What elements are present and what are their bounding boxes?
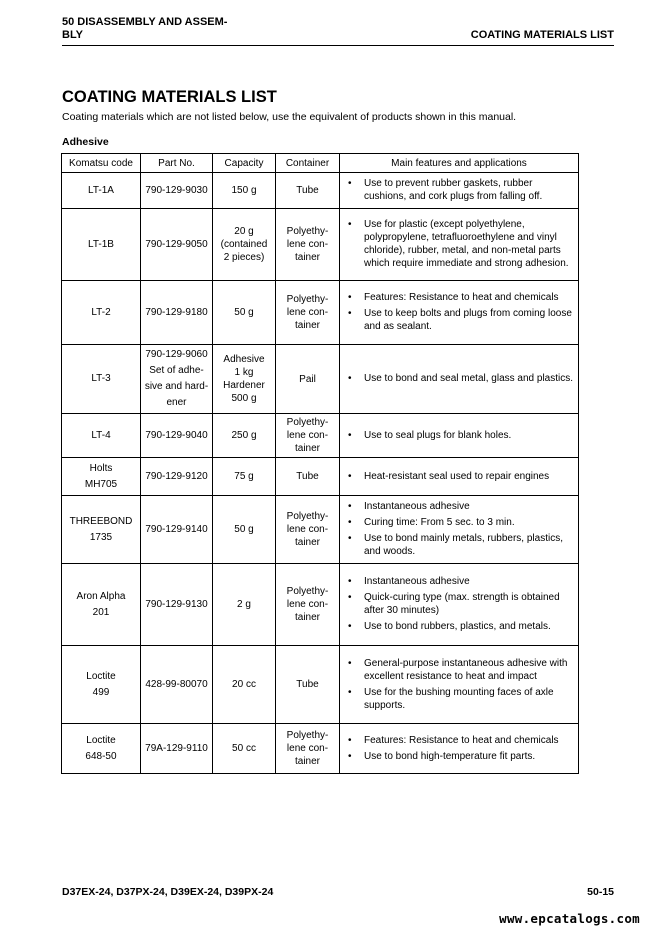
container-cell-line: tainer	[294, 443, 320, 454]
capacity-cell-line: 2 pieces)	[223, 252, 265, 263]
features-list	[343, 218, 575, 270]
container-cell-line: Polyethy-	[286, 730, 329, 741]
table-row	[62, 281, 579, 345]
part-number-cell-line: 790-129-9120	[145, 470, 208, 482]
capacity-cell-line: Adhesive	[223, 354, 265, 365]
column-header-code: Komatsu code	[62, 154, 141, 173]
part-number-cell	[141, 646, 213, 724]
container-cell-line: Tube	[296, 185, 319, 196]
container-cell-line: lene con-	[286, 599, 329, 610]
column-header-part: Part No.	[141, 154, 213, 173]
part-number-cell-line: 790-129-9180	[145, 306, 208, 318]
part-number-cell-line: 790-129-9060	[145, 349, 208, 360]
part-number-cell-line: 79A-129-9110	[145, 742, 208, 754]
container-cell	[276, 281, 340, 345]
table-row	[62, 724, 579, 774]
container-cell-line: Pail	[299, 373, 316, 385]
column-header-capacity: Capacity	[213, 154, 276, 173]
table-body	[62, 173, 579, 774]
section-title-adhesive: Adhesive	[62, 136, 109, 148]
komatsu-code-cell-line: 1735	[89, 531, 113, 543]
capacity-cell-line: 50 g	[234, 307, 254, 318]
part-number-cell	[141, 496, 213, 564]
page-title: COATING MATERIALS LIST	[62, 88, 277, 106]
container-cell-line: tainer	[294, 252, 320, 263]
komatsu-code-cell-line: LT-3	[91, 373, 111, 384]
komatsu-code-cell	[62, 173, 141, 209]
capacity-cell	[213, 345, 276, 414]
features-cell	[340, 724, 579, 774]
container-cell-line: lene con-	[286, 430, 329, 441]
table-header-row	[62, 154, 579, 173]
komatsu-code-cell	[62, 209, 141, 281]
container-cell-line: Polyethy-	[286, 586, 329, 597]
capacity-cell	[213, 724, 276, 774]
container-cell-line: Polyethy-	[286, 417, 329, 428]
capacity-cell-line: Hardener	[223, 380, 265, 391]
feature-item: • General-purpose instantaneous adhesive with excellent resistance to heat and impact	[343, 657, 575, 683]
container-cell	[276, 496, 340, 564]
table-row	[62, 496, 579, 564]
feature-item: • Use to bond rubbers, plastics, and metals.	[343, 620, 575, 633]
capacity-cell	[213, 458, 276, 496]
part-number-cell	[141, 281, 213, 345]
feature-item: • Use for the bushing mounting faces of axle supports.	[343, 686, 575, 712]
capacity-cell-line: 75 g	[234, 471, 254, 482]
feature-item: • Features: Resistance to heat and chemicals	[343, 734, 575, 747]
watermark: www.epcatalogs.com	[499, 911, 640, 926]
capacity-cell-line: 50 cc	[232, 743, 256, 754]
header-section-title	[62, 16, 242, 42]
table-row	[62, 414, 579, 458]
capacity-cell	[213, 496, 276, 564]
part-number-cell	[141, 564, 213, 646]
komatsu-code-cell	[62, 724, 141, 774]
komatsu-code-cell	[62, 646, 141, 724]
part-number-cell-line: 790-129-9130	[145, 598, 208, 610]
header-section-line1: 50 DISASSEMBLY AND ASSEM-	[62, 16, 228, 28]
capacity-cell-line: 1 kg	[234, 367, 254, 378]
capacity-cell	[213, 209, 276, 281]
features-cell	[340, 345, 579, 414]
features-cell	[340, 173, 579, 209]
capacity-cell-line: 250 g	[231, 430, 257, 441]
features-cell	[340, 496, 579, 564]
part-number-cell	[141, 724, 213, 774]
capacity-cell	[213, 564, 276, 646]
container-cell-line: lene con-	[286, 307, 329, 318]
features-list	[343, 372, 575, 385]
capacity-cell-line: 20 cc	[232, 679, 256, 690]
part-number-cell-line: Set of adhe-	[149, 365, 204, 376]
capacity-cell-line: (contained	[220, 239, 268, 250]
komatsu-code-cell-line: 499	[92, 686, 110, 698]
komatsu-code-cell-line: 648-50	[85, 750, 117, 762]
features-cell	[340, 646, 579, 724]
part-number-cell-line: ener	[166, 397, 187, 408]
komatsu-code-cell	[62, 414, 141, 458]
container-cell-line: Polyethy-	[286, 294, 329, 305]
features-list	[343, 470, 575, 483]
features-list	[343, 575, 575, 633]
header-section-line2: BLY	[62, 29, 83, 41]
column-header-features: Main features and applications	[340, 154, 579, 173]
container-cell	[276, 414, 340, 458]
part-number-cell	[141, 414, 213, 458]
container-cell	[276, 173, 340, 209]
container-cell	[276, 646, 340, 724]
container-cell	[276, 209, 340, 281]
container-cell	[276, 724, 340, 774]
features-list	[343, 657, 575, 712]
features-cell	[340, 414, 579, 458]
feature-item: • Use to prevent rubber gaskets, rubber cushions, and cork plugs from falling off.	[343, 177, 575, 203]
capacity-cell	[213, 646, 276, 724]
container-cell-line: lene con-	[286, 743, 329, 754]
container-cell-line: Polyethy-	[286, 226, 329, 237]
features-list	[343, 734, 575, 763]
feature-item: • Quick-curing type (max. strength is obtained after 30 minutes)	[343, 591, 575, 617]
komatsu-code-cell-line: LT-1A	[88, 184, 114, 196]
features-cell	[340, 281, 579, 345]
capacity-cell-line: 500 g	[231, 393, 257, 404]
feature-item: • Use to seal plugs for blank holes.	[343, 429, 575, 442]
feature-item: • Curing time: From 5 sec. to 3 min.	[343, 516, 575, 529]
feature-item: • Instantaneous adhesive	[343, 575, 575, 588]
komatsu-code-cell-line: Aron Alpha	[76, 590, 126, 602]
capacity-cell	[213, 173, 276, 209]
feature-item: • Heat-resistant seal used to repair engines	[343, 470, 575, 483]
container-cell-line: lene con-	[286, 239, 329, 250]
komatsu-code-cell	[62, 281, 141, 345]
capacity-cell-line: 20 g	[234, 226, 254, 237]
header-divider	[62, 45, 614, 46]
container-cell	[276, 345, 340, 414]
komatsu-code-cell	[62, 564, 141, 646]
part-number-cell	[141, 458, 213, 496]
komatsu-code-cell-line: Holts	[89, 462, 113, 474]
features-list	[343, 500, 575, 558]
komatsu-code-cell-line: LT-4	[91, 429, 111, 441]
komatsu-code-cell-line: THREEBOND	[69, 515, 133, 527]
container-cell	[276, 458, 340, 496]
capacity-cell	[213, 414, 276, 458]
table-row	[62, 173, 579, 209]
features-list	[343, 177, 575, 203]
container-cell-line: Tube	[296, 471, 319, 482]
container-cell-line: Tube	[296, 679, 319, 690]
part-number-cell-line: 790-129-9050	[145, 238, 208, 250]
container-cell-line: tainer	[294, 612, 320, 623]
container-cell-line: tainer	[294, 320, 320, 331]
feature-item: • Features: Resistance to heat and chemicals	[343, 291, 575, 304]
capacity-cell	[213, 281, 276, 345]
feature-item: • Use to bond and seal metal, glass and plastics.	[343, 372, 575, 385]
footer-models: D37EX-24, D37PX-24, D39EX-24, D39PX-24	[62, 886, 274, 898]
komatsu-code-cell	[62, 458, 141, 496]
container-cell-line: tainer	[294, 756, 320, 767]
table-row	[62, 345, 579, 414]
table-row	[62, 564, 579, 646]
features-list	[343, 291, 575, 333]
table-row	[62, 646, 579, 724]
intro-text: Coating materials which are not listed below, use the equivalent of products shown in this manual.	[62, 111, 517, 123]
komatsu-code-cell-line: Loctite	[86, 670, 116, 682]
komatsu-code-cell-line: MH705	[84, 478, 118, 490]
komatsu-code-cell-line: 201	[92, 606, 110, 618]
part-number-cell-line: 790-129-9040	[145, 429, 208, 441]
table-row	[62, 458, 579, 496]
adhesive-table	[61, 153, 579, 774]
feature-item: • Use to bond high-temperature fit parts.	[343, 750, 575, 763]
container-cell-line: lene con-	[286, 524, 329, 535]
footer-page-number: 50-15	[587, 886, 614, 898]
features-list	[343, 429, 575, 442]
part-number-cell-line: sive and hard-	[144, 381, 209, 392]
capacity-cell-line: 2 g	[237, 599, 251, 610]
feature-item: • Use to bond mainly metals, rubbers, plastics, and woods.	[343, 532, 575, 558]
komatsu-code-cell	[62, 345, 141, 414]
features-cell	[340, 209, 579, 281]
table-row	[62, 209, 579, 281]
feature-item: • Use to keep bolts and plugs from coming loose and as sealant.	[343, 307, 575, 333]
part-number-cell-line: 790-129-9030	[145, 184, 208, 196]
part-number-cell	[141, 209, 213, 281]
komatsu-code-cell	[62, 496, 141, 564]
column-header-container: Container	[276, 154, 340, 173]
container-cell-line: Polyethy-	[286, 511, 329, 522]
container-cell-line: tainer	[294, 537, 320, 548]
capacity-cell-line: 50 g	[234, 524, 254, 535]
capacity-cell-line: 150 g	[231, 185, 257, 196]
features-cell	[340, 458, 579, 496]
komatsu-code-cell-line: Loctite	[86, 734, 116, 746]
features-cell	[340, 564, 579, 646]
part-number-cell-line: 428-99-80070	[145, 678, 208, 690]
header-document-title: COATING MATERIALS LIST	[470, 29, 614, 41]
feature-item: • Instantaneous adhesive	[343, 500, 575, 513]
komatsu-code-cell-line: LT-1B	[88, 238, 114, 250]
part-number-cell-line: 790-129-9140	[145, 523, 208, 535]
container-cell	[276, 564, 340, 646]
feature-item: • Use for plastic (except polyethylene, polypropylene, tetrafluoroethylene and vinyl chloride), rubber, metal, and non-metal parts which require immediate and strong adhesion.	[343, 218, 575, 270]
part-number-cell	[141, 345, 213, 414]
komatsu-code-cell-line: LT-2	[91, 306, 111, 318]
part-number-cell	[141, 173, 213, 209]
